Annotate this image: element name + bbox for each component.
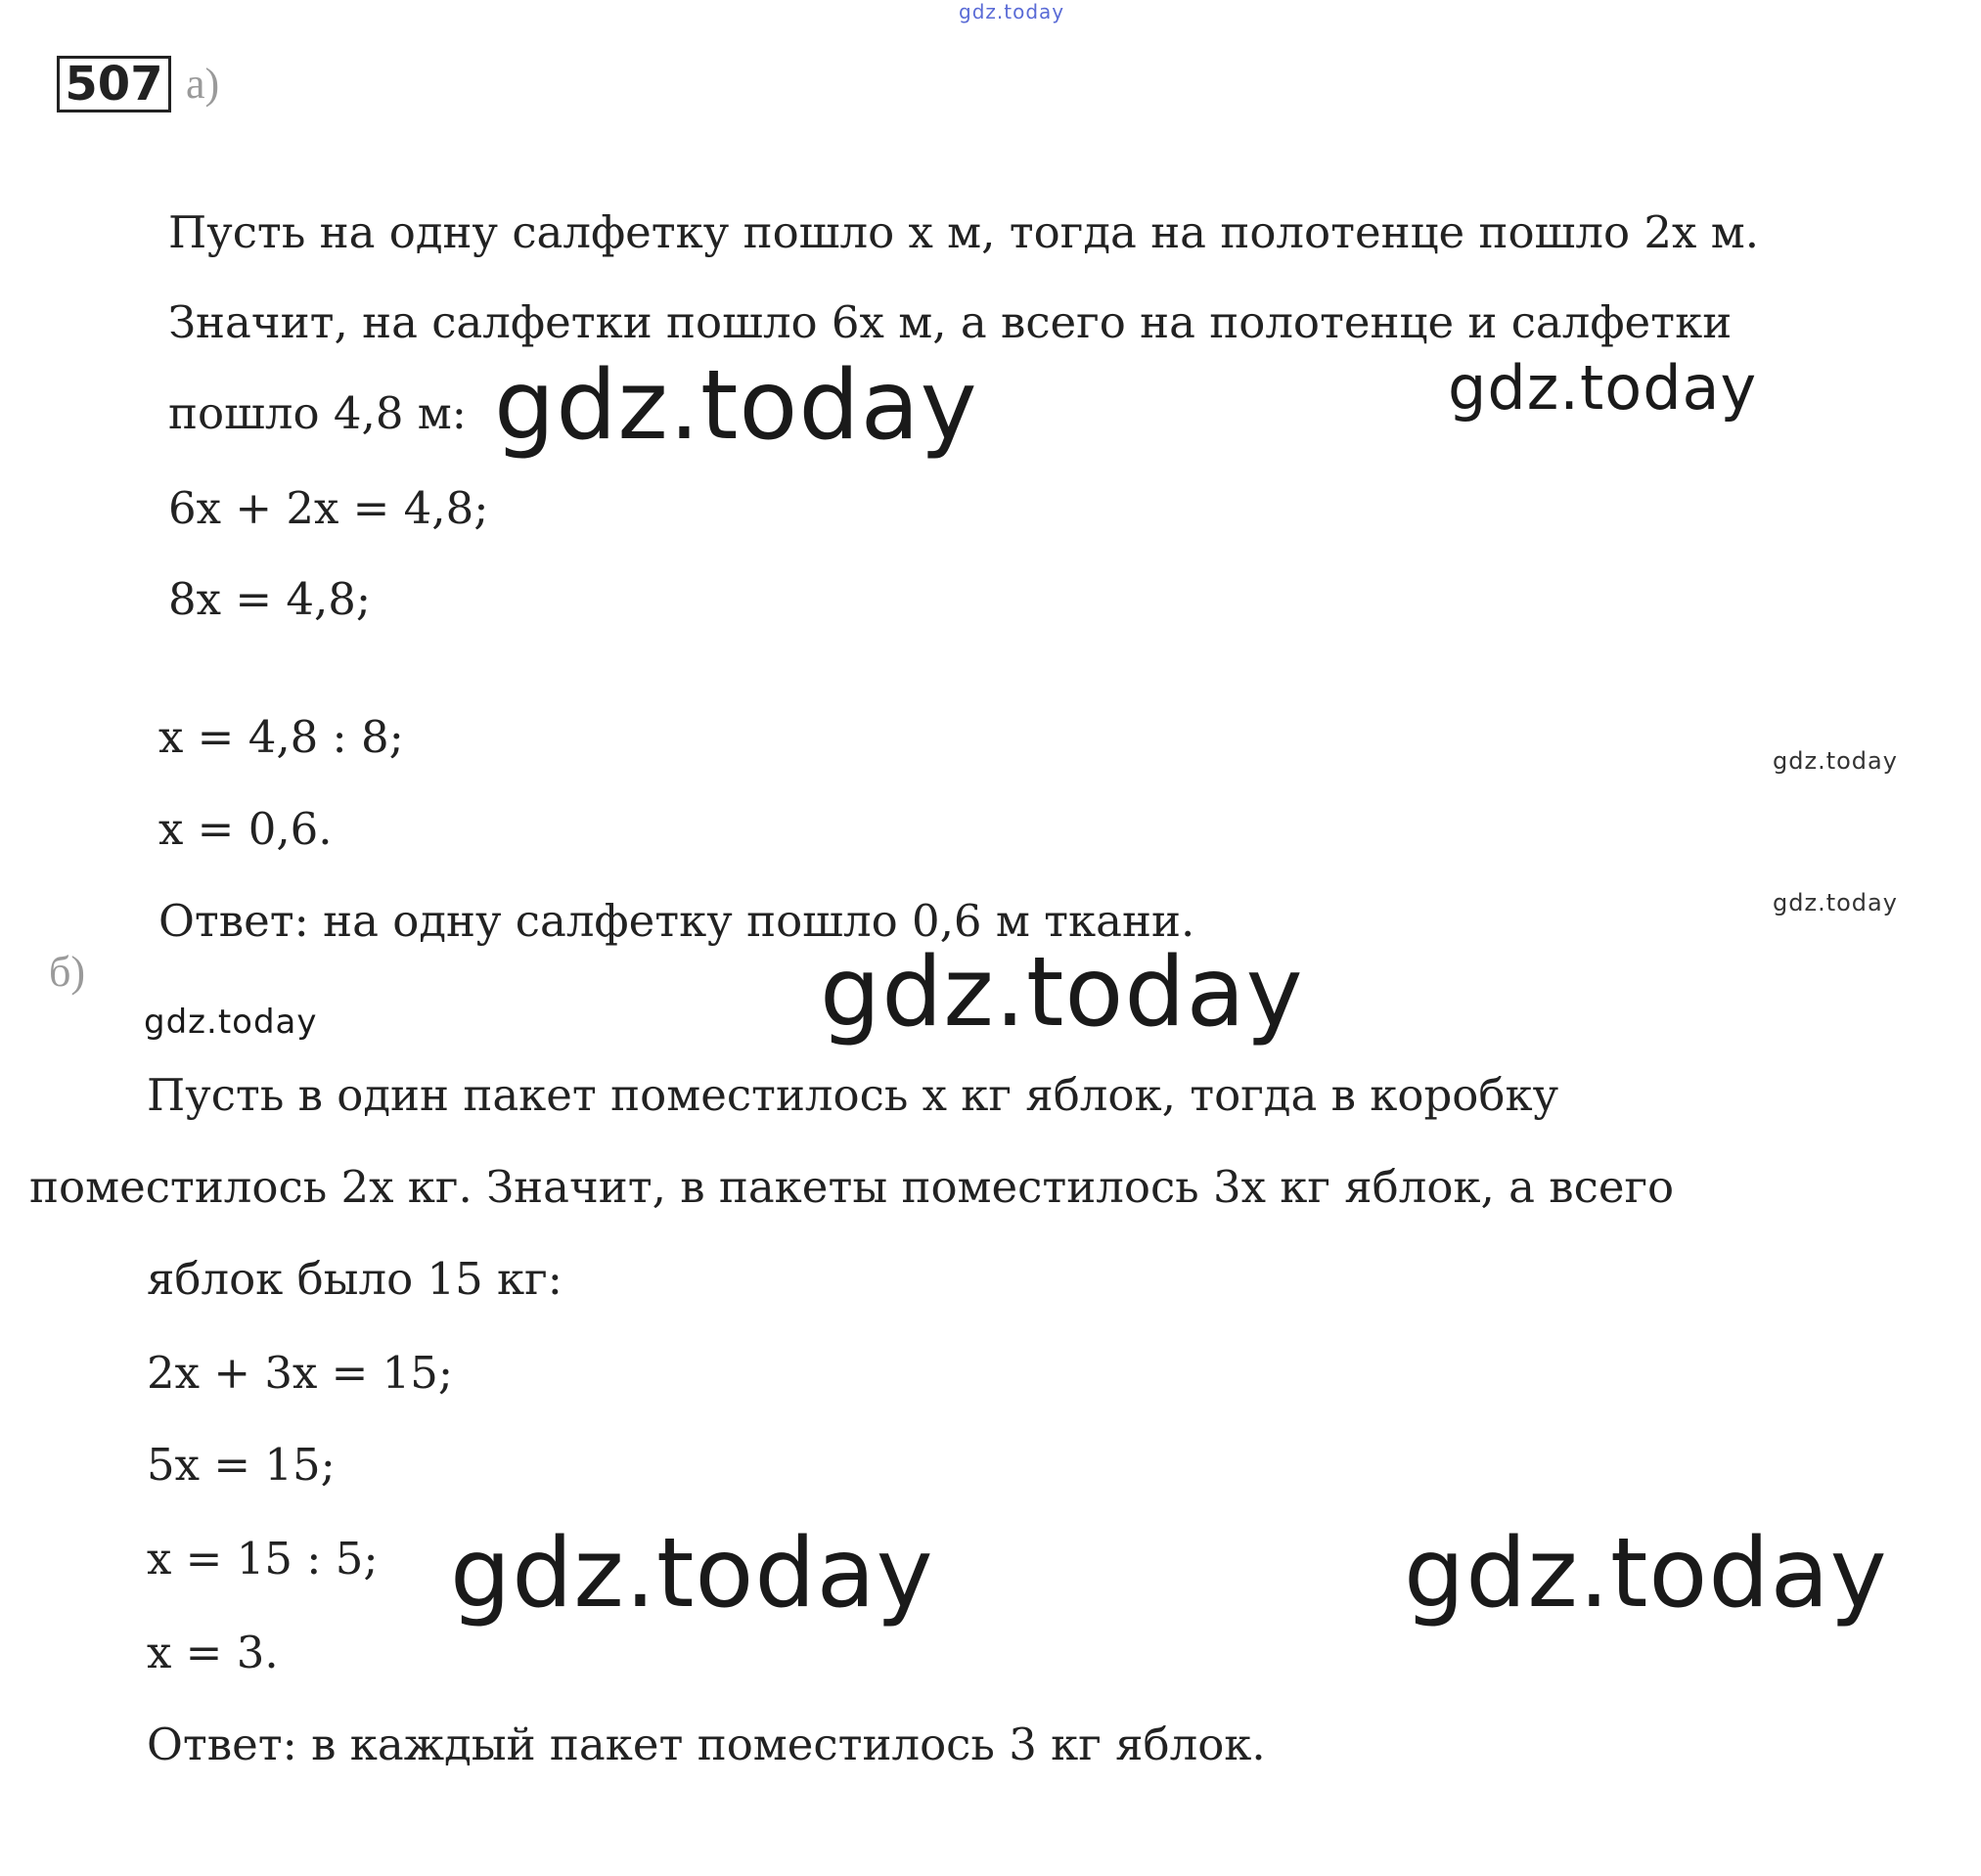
watermark-3: gdz.today — [1773, 747, 1898, 775]
part-a-line-1: Пусть на одну салфетку пошло x м, тогда на полотенце пошло 2x м. — [168, 206, 1759, 258]
watermark-top: gdz.today — [959, 0, 1065, 23]
part-b-equation-2: 5x = 15; — [147, 1439, 336, 1491]
task-number-box: 507 — [57, 56, 171, 112]
watermark-7: gdz.today — [450, 1518, 934, 1630]
part-b-answer: Ответ: в каждый пакет поместилось 3 кг яблок. — [147, 1719, 1266, 1770]
part-a-equation-1: 6x + 2x = 4,8; — [168, 482, 489, 534]
watermark-2: gdz.today — [1448, 352, 1758, 424]
part-b-line-3: яблок было 15 кг: — [147, 1253, 563, 1305]
part-a-equation-3: x = 4,8 : 8; — [158, 711, 404, 763]
part-b-equation-1: 2x + 3x = 15; — [147, 1347, 454, 1399]
part-b-equation-3: x = 15 : 5; — [147, 1533, 379, 1585]
watermark-4: gdz.today — [1773, 889, 1898, 916]
part-a-line-3: пошло 4,8 м: — [168, 387, 467, 439]
part-b-line-1: Пусть в один пакет поместилось x кг яблок, тогда в коробку — [147, 1069, 1559, 1121]
part-a-line-2: Значит, на салфетки пошло 6x м, а всего на полотенце и салфетки — [168, 296, 1733, 348]
watermark-6: gdz.today — [144, 1003, 318, 1042]
watermark-1: gdz.today — [494, 350, 978, 462]
part-b-equation-4: x = 3. — [147, 1627, 279, 1678]
watermark-8: gdz.today — [1404, 1518, 1888, 1630]
watermark-5: gdz.today — [820, 937, 1304, 1049]
part-a-label: а) — [186, 60, 220, 108]
part-b-line-2: поместилось 2x кг. Значит, в пакеты поместилось 3x кг яблок, а всего — [29, 1161, 1675, 1213]
part-a-equation-2: 8x = 4,8; — [168, 573, 372, 625]
part-a-equation-4: x = 0,6. — [158, 803, 333, 855]
part-a-answer: Ответ: на одну салфетку пошло 0,6 м ткани. — [158, 895, 1195, 947]
part-b-label: б) — [49, 948, 86, 996]
